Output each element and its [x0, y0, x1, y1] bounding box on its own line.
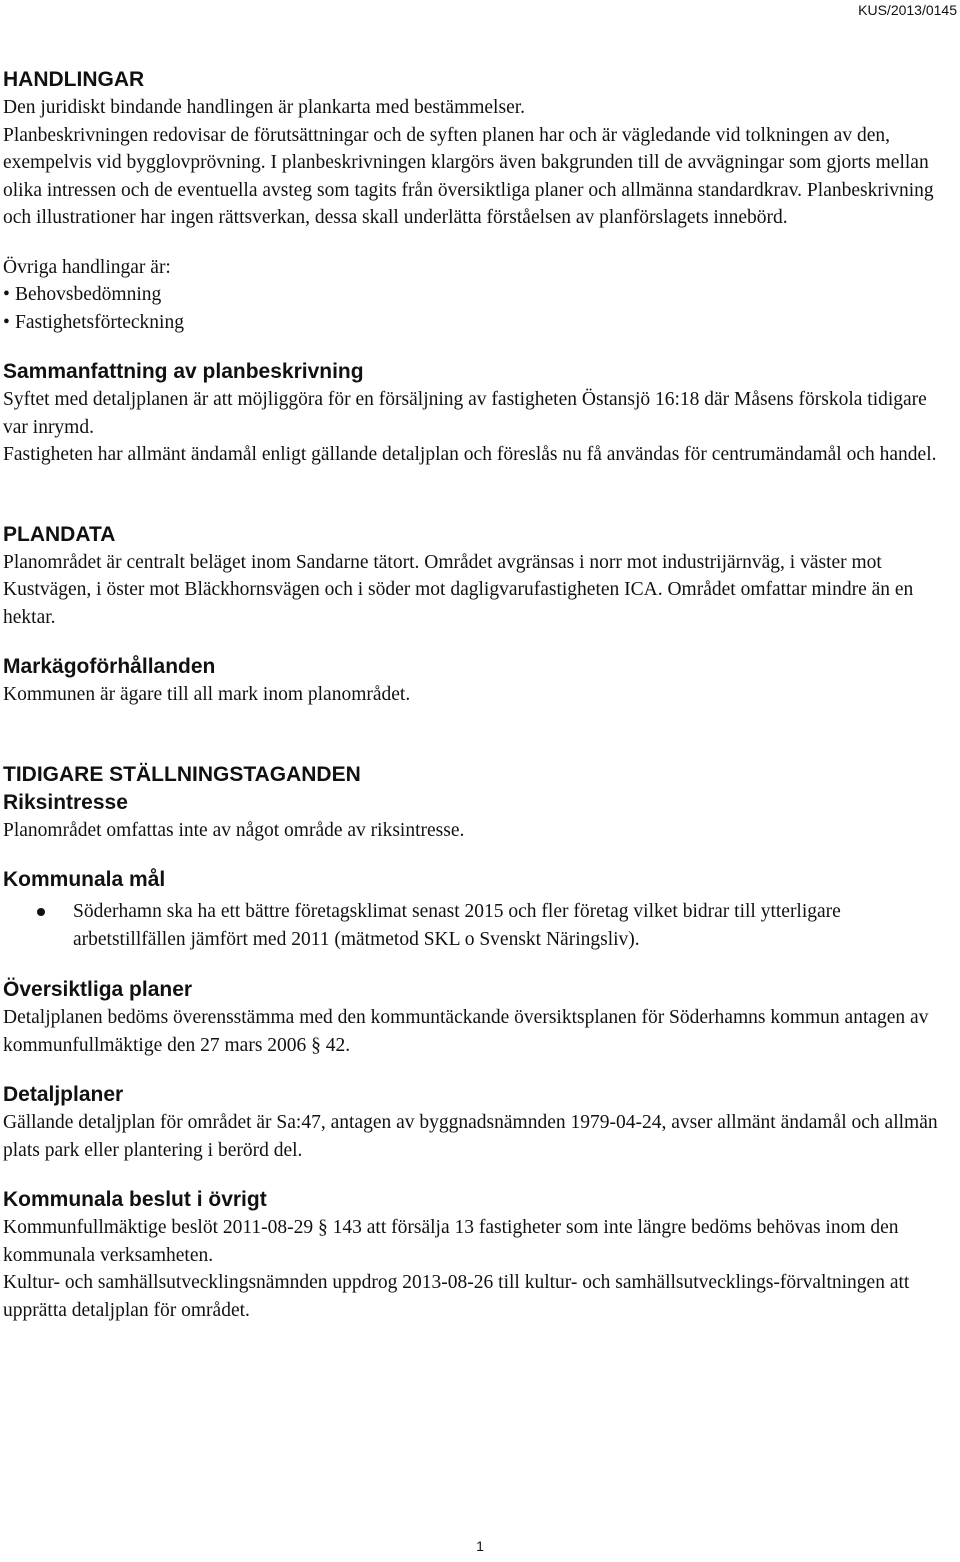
section-heading-kommunala-mal: Kommunala mål — [3, 868, 166, 891]
paragraph: Planområdet omfattas inte av något område av riksintresse. — [3, 819, 465, 841]
paragraph: Kommunen är ägare till all mark inom planområdet. — [3, 684, 411, 705]
section-heading-plandata: PLANDATA — [3, 522, 116, 546]
list-item-text: Behovsbedömning — [15, 284, 162, 305]
section-heading-sammanfattning: Sammanfattning av planbeskrivning — [3, 360, 364, 383]
paragraph: Gällande detaljplan för området är Sa:47, antagen av byggnadsnämnden 1979-04-24, avser allmänt ändamål och allmän plats park eller plantering i berörd del. — [3, 1112, 938, 1161]
section-heading-handlingar: HANDLINGAR — [3, 68, 145, 91]
paragraph: Fastigheten har allmänt ändamål enligt gällande detaljplan och föreslås nu få användas för centrumändamål och handel. — [3, 444, 937, 465]
paragraph: Den juridiskt bindande handlingen är plankarta med bestämmelser. — [3, 97, 526, 118]
paragraph: Planbeskrivningen redovisar de förutsättningar och de syften planen har och är vägledande vid tolkningen av den, exempelvis vid bygglovprövning. I planbeskrivningen klargörs även bakgrunden till de avvägningar som gjorts mellan olika intressen och de eventuella avsteg som tagits från översiktliga planer och allmänna standardkrav. Planbeskrivning och illustrationer har ingen rättsverkan, dessa skall underlätta förståelsen av planförslagets innebörd. — [3, 124, 934, 228]
list-item-text: Fastighetsförteckning — [15, 311, 184, 333]
section-heading-oversiktliga-planer: Översiktliga planer — [3, 978, 193, 1001]
section-heading-riksintresse: Riksintresse — [3, 790, 128, 814]
bullet-icon: • — [3, 284, 10, 305]
section-heading-detaljplaner: Detaljplaner — [3, 1083, 124, 1106]
list-item — [3, 281, 955, 309]
list-item-text: Söderhamn ska ha ett bättre företagsklimat senast 2015 och fler företag vilket bidrar till ytterligare arbetstillfällen jämfört med 2011 (mätmetod SKL o Svenskt Näringsliv). — [73, 901, 841, 950]
document-reference: KUS/2013/0145 — [858, 2, 957, 18]
paragraph: Syftet med detaljplanen är att möjliggöra för en försäljning av fastigheten Östansjö 16:18 där Måsens förskola tidigare var inrymd. — [3, 389, 927, 438]
document-body — [3, 66, 955, 1324]
bullet-icon: • — [3, 311, 10, 333]
paragraph: Kommunfullmäktige beslöt 2011-08-29 § 143 att försälja 13 fastigheter som inte längre bedöms behövas inom den kommunala verksamheten. — [3, 1217, 899, 1266]
bullet-list — [3, 898, 955, 954]
list-item — [3, 309, 955, 337]
paragraph: Övriga handlingar är: — [3, 256, 171, 278]
paragraph: Planområdet är centralt beläget inom Sandarne tätort. Området avgränsas i norr mot industrijärnväg, i väster mot Kustvägen, i öster mot Bläckhornsvägen och i söder mot dagligvarufastigheten ICA. Området omfattar mindre än en hektar. — [3, 551, 914, 628]
paragraph: Kultur- och samhällsutvecklingsnämnden uppdrog 2013-08-26 till kultur- och samhällsutvecklings-förvaltningen att upprätta detaljplan för området. — [3, 1272, 910, 1321]
paragraph: Detaljplanen bedöms överensstämma med den kommuntäckande översiktsplanen för Söderhamns kommun antagen av kommunfullmäktige den 27 mars 2006 § 42. — [3, 1007, 929, 1056]
bullet-icon — [37, 908, 45, 916]
section-heading-tidigare: TIDIGARE STÄLLNINGSTAGANDEN — [3, 762, 361, 786]
section-heading-kommunala-beslut: Kommunala beslut i övrigt — [3, 1188, 267, 1211]
page-number: 1 — [476, 1538, 484, 1554]
bullet-list — [3, 281, 955, 336]
section-heading-markagoforhallanden: Markägoförhållanden — [3, 655, 216, 678]
list-item — [3, 898, 955, 954]
